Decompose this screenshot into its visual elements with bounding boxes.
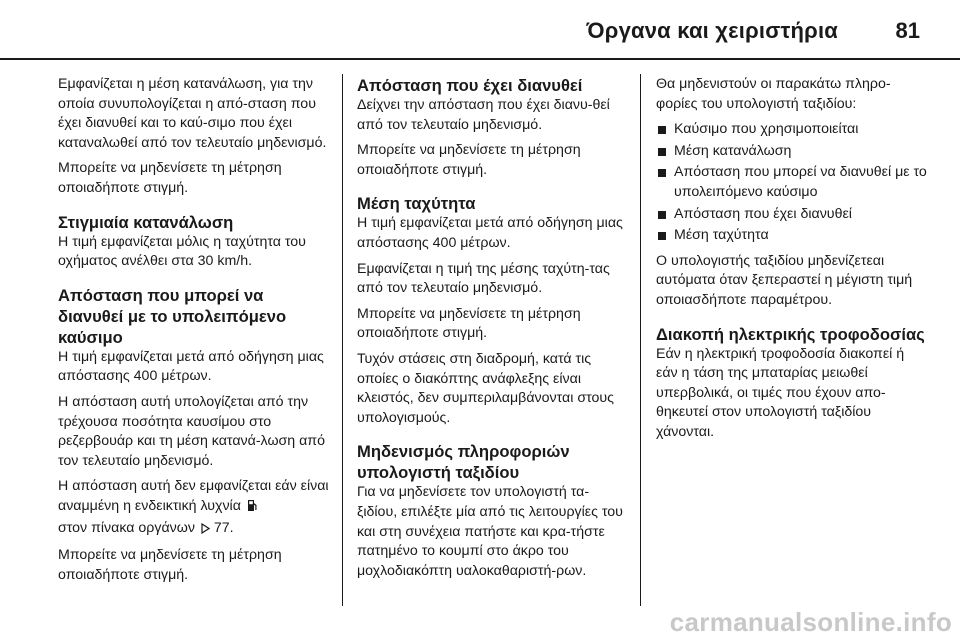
paragraph: Ο υπολογιστής ταξιδίου μηδενίζετεαι αυτόματα όταν ξεπεραστεί η μέγιστη τιμή οποιασδήποτε παραμέτρου. [656,252,913,308]
square-bullet-icon [658,148,666,156]
section-heading-power-interruption: Διακοπή ηλεκτρικής τροφοδοσίας [656,324,925,344]
column-divider-2 [640,74,641,606]
section-heading-instant-consumption: Στιγμιαία κατανάλωση [58,212,234,232]
section-heading-reset: Μηδενισμός πληροφοριών υπολογιστή ταξιδίου [357,442,570,483]
list-item: Απόσταση που έχει διανυθεί [656,205,928,225]
section-heading-range: Απόσταση που μπορεί να διανυθεί με το υπολειπόμενο καύσιμο [58,285,287,347]
page-title: Όργανα και χειριστήρια [586,18,838,43]
paragraph: Τυχόν στάσεις στη διαδρομή, κατά τις οποίες ο διακόπτης ανάφλεξης είναι κλειστός, δεν συμπεριλαμβάνονται στους υπολογισμούς. [357,350,614,426]
list-item: Μέση ταχύτητα [656,226,928,246]
reset-items-list [656,120,928,246]
list-item: Καύσιμο που χρησιμοποιείται [656,120,928,140]
paragraph: Εμφανίζεται η τιμή της μέσης ταχύτη-τας από τον τελευταίο μηδενισμό. [357,260,610,297]
paragraph: Για να μηδενίσετε τον υπολογιστή τα-ξιδίου, επιλέξτε μία από τις λειτουργίες του και στη συνέχεια πατήστε και κρα-τήστε πατημένο το κουμπί στο άκρο του μοχλοδιακόπτη υαλοκαθαριστή-ρων. [357,484,623,579]
page-reference-prefix: στον πίνακα οργάνων [58,519,195,536]
column-2 [357,75,627,587]
column-1 [58,75,330,591]
square-bullet-icon [658,232,666,240]
watermark: carmanualsonline.info [669,607,952,637]
paragraph: Δείχνει την απόσταση που έχει διανυ-θεί από τον τελευταίο μηδενισμό. [357,97,610,133]
paragraph: Μπορείτε να μηδενίσετε τη μέτρηση οποιαδήποτε στιγμή. [58,160,282,196]
column-divider-1 [342,74,343,606]
paragraph-with-icon [58,477,330,540]
header-rule [0,58,960,60]
paragraph: Μπορείτε να μηδενίσετε τη μέτρηση οποιαδήποτε στιγμή. [357,305,581,342]
paragraph: Θα μηδενιστούν οι παρακάτω πληρο-φορίες του υπολογιστή ταξιδίου: [656,76,891,112]
section-heading-distance: Απόσταση που έχει διανυθεί [357,76,583,95]
square-bullet-icon [658,126,666,134]
section-heading-average-speed: Μέση ταχύτητα [357,194,476,214]
paragraph: Η τιμή εμφανίζεται μετά από οδήγηση μιας απόστασης 400 μέτρων. [58,348,324,385]
paragraph-text: Η απόσταση αυτή δεν εμφανίζεται εάν είναι αναμμένη η ενδεικτική λυχνία [58,478,329,514]
page-reference-link[interactable]: 77. [213,519,234,536]
list-item: Μέση κατανάλωση [656,142,928,162]
fuel-pump-icon [247,499,258,519]
paragraph: Εάν η ηλεκτρική τροφοδοσία διακοπεί ή εάν η τάση της μπαταρίας μειωθεί υπερβολικά, οι τιμές που έχουν απο-θηκευτεί στον υπολογιστή ταξιδίου χάνονται. [656,345,905,440]
square-bullet-icon [658,211,666,219]
paragraph: Η απόσταση αυτή υπολογίζεται από την τρέχουσα ποσότητα καυσίμου στο ρεζερβουάρ και τη μέση κατανά-λωση από τον τελευταίο μηδενισμό. [58,393,325,469]
list-item: Απόσταση που μπορεί να διανυθεί με το υπολειπόμενο καύσιμο [656,163,928,202]
paragraph: Μπορείτε να μηδενίσετε τη μέτρηση οποιαδήποτε στιγμή. [357,142,581,178]
paragraph: Εμφανίζεται η μέση κατανάλωση, για την οποία συνυπολογίζεται η από-σταση που έχει διανυθεί και το καύ-σιμο που έχει καταναλωθεί από τον τελευταίο μηδενισμό. [58,76,327,151]
paragraph: Μπορείτε να μηδενίσετε τη μέτρηση οποιαδήποτε στιγμή. [58,547,282,583]
column-3 [656,75,928,449]
page-number: 81 [895,18,920,43]
square-bullet-icon [658,169,666,177]
paragraph: Η τιμή εμφανίζεται μετά από οδήγηση μιας απόστασης 400 μέτρων. [357,215,623,251]
paragraph: Η τιμή εμφανίζεται μόλις η ταχύτητα του οχήματος ανέλθει στα 30 km/h. [58,233,306,270]
triangle-right-icon [201,521,210,541]
page-header [0,0,960,62]
